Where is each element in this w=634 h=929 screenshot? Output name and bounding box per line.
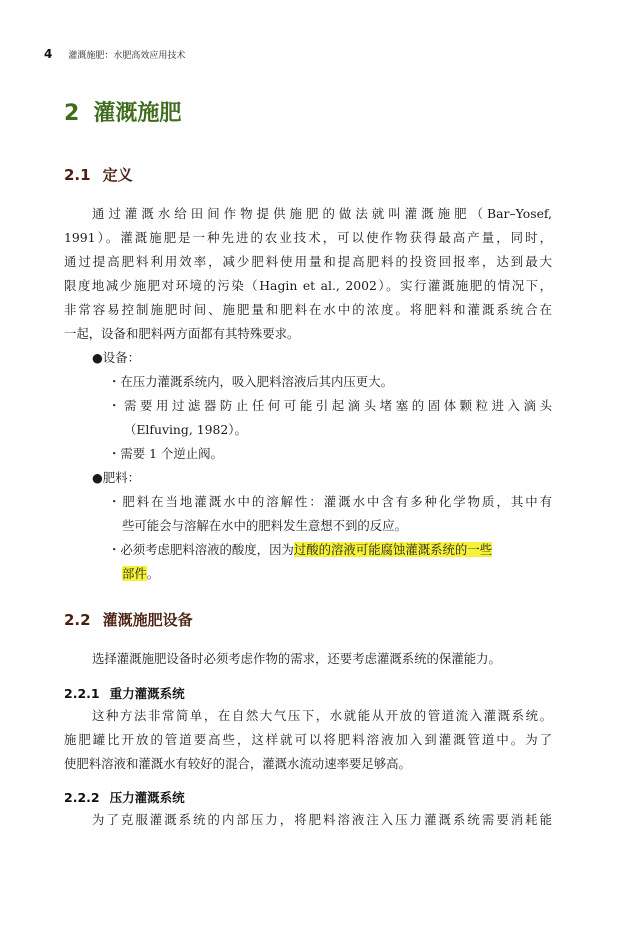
sub-bullet-continuation: （Elfuving, 1982）。 bbox=[124, 422, 247, 437]
sub-bullet: ・肥料在当地灌溉水中的溶解性：灌溉水中含有多种化学物质，其中有 bbox=[108, 494, 552, 509]
subsection-heading-2-2-2 bbox=[64, 788, 185, 806]
paragraph-line: 通过提高肥料利用效率，减少肥料使用量和提高肥料的投资回报率，达到最大 bbox=[64, 254, 552, 269]
bullet-fertilizer-label: ●肥料： bbox=[92, 470, 140, 485]
paragraph-line: 通过灌溉水给田间作物提供施肥的做法就叫灌溉施肥（Bar–Yosef, bbox=[92, 206, 552, 221]
running-header bbox=[44, 47, 185, 61]
paragraph-line: 一起，设备和肥料两方面都有其特殊要求。 bbox=[64, 326, 300, 341]
sub-bullet-continuation: 些可能会与溶解在水中的肥料发生意想不到的反应。 bbox=[122, 518, 407, 533]
paragraph-line: 非常容易控制施肥时间、施肥量和肥料在水中的浓度。将肥料和灌溉系统合在 bbox=[64, 302, 552, 317]
section-number: 2.2 bbox=[64, 611, 91, 629]
paragraph-line: 选择灌溉施肥设备时必须考虑作物的需求，还要考虑灌溉系统的保灌能力。 bbox=[92, 651, 501, 666]
sub-bullet: ・需要用过滤器防止任何可能引起滴头堵塞的固体颗粒进入滴头 bbox=[108, 398, 552, 413]
subsection-heading-2-2-1 bbox=[64, 684, 185, 702]
paragraph-line: 1991）。灌溉施肥是一种先进的农业技术，可以使作物获得最高产量，同时， bbox=[64, 230, 552, 245]
section-title: 定义 bbox=[102, 166, 133, 184]
highlighted-text: 部件 bbox=[122, 566, 147, 581]
subsection-title: 重力灌溉系统 bbox=[109, 686, 185, 701]
section-title: 灌溉施肥设备 bbox=[102, 611, 193, 629]
chapter-number: 2 bbox=[64, 101, 80, 126]
chapter-title: 灌溉施肥 bbox=[93, 101, 182, 126]
subsection-title: 压力灌溉系统 bbox=[109, 790, 185, 805]
paragraph-line: 限度地减少施肥对环境的污染（Hagin et al., 2002）。实行灌溉施肥的情况下， bbox=[64, 278, 552, 293]
paragraph-line: 施肥罐比开放的管道要高些，这样就可以将肥料溶液加入到灌溉管道中。为了 bbox=[64, 732, 552, 747]
sub-bullet-acidity bbox=[108, 542, 492, 558]
section-heading-2-2 bbox=[64, 609, 193, 630]
chapter-heading bbox=[64, 96, 181, 127]
sub-bullet-continuation bbox=[122, 566, 159, 582]
highlighted-text: 过酸的溶液可能腐蚀灌溉系统的一些 bbox=[293, 542, 493, 557]
running-title: 灌溉施肥：水肥高效应用技术 bbox=[68, 51, 186, 61]
bullet-equipment-label: ●设备： bbox=[92, 350, 140, 365]
sub-bullet: ・需要 1 个逆止阀。 bbox=[108, 446, 223, 461]
section-heading-2-1 bbox=[64, 164, 133, 185]
sub-bullet: ・在压力灌溉系统内，吸入肥料溶液后其内压更大。 bbox=[108, 374, 393, 389]
subsection-number: 2.2.1 bbox=[64, 686, 100, 701]
paragraph-line: 这种方法非常简单，在自然大气压下，水就能从开放的管道流入灌溉系统。 bbox=[92, 708, 552, 723]
paragraph-line: 为了克服灌溉系统的内部压力，将肥料溶液注入压力灌溉系统需要消耗能 bbox=[92, 812, 552, 827]
subsection-number: 2.2.2 bbox=[64, 790, 100, 805]
paragraph-line: 使肥料溶液和灌溉水有较好的混合，灌溉水流动速率要足够高。 bbox=[64, 756, 411, 771]
acidity-end: 。 bbox=[146, 566, 160, 581]
page-number: 4 bbox=[44, 47, 53, 61]
section-number: 2.1 bbox=[64, 166, 91, 184]
acidity-text: ・必须考虑肥料溶液的酸度，因为 bbox=[108, 542, 294, 557]
